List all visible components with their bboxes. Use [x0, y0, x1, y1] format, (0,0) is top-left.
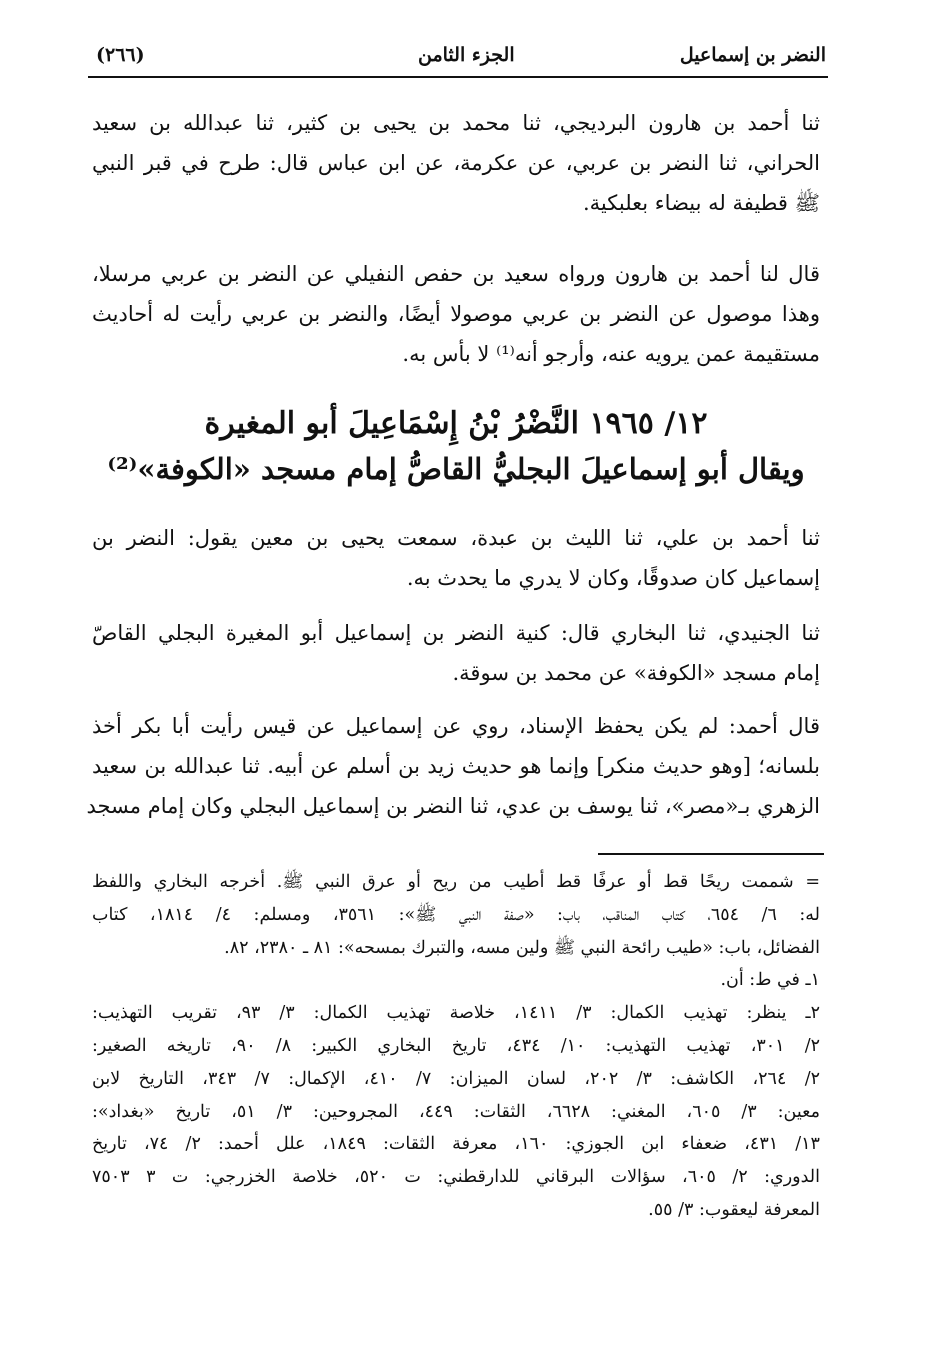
- text-line: إمام مسجد «الكوفة» عن محمد بن سوقة.: [452, 661, 820, 685]
- entry-title-line-2: ويقال أبو إسماعيلَ البجليُّ القاصُّ إمام مسجد «الكوفة»⁽²⁾: [107, 452, 805, 486]
- text-line: بلسانه؛ [وهو حديث منكر] وإنما هو حديث زيد بن أسلم عن أبيه. ثنا عبدالله بن سعيد: [92, 754, 820, 778]
- footnote-line: = شممت ريحًا قط أو عرفًا قط أطيب من ريح أو عرق النبي ﷺ. أخرجه البخاري واللفظ: [92, 872, 820, 892]
- footnote-2-line: ٢ـ ينظر: تهذيب الكمال: ٣/ ١٤١١، خلاصة تهذيب الكمال: ٣/ ٩٣، تقريب التهذيب:: [92, 1003, 820, 1024]
- footnote-line: له: ٦/ ٦٥٤، كتاب المناقب، باب: «صفة النبي ﷺ»: ٣٥٦١، ومسلم: ٤/ ١٨١٤، كتاب: [92, 904, 820, 925]
- text-line: قال أحمد: لم يكن يحفظ الإسناد، روي عن إسماعيل عن قيس رأيت أبا بكر أخذ: [92, 714, 820, 738]
- paragraph-2: [92, 254, 820, 374]
- text-line: وهذا موصول عن النضر بن عربي موصولا أيضًا، والنضر بن عربي رأيت له أحاديث: [92, 302, 820, 326]
- footnotes: [92, 866, 820, 1227]
- footnote-2-line: المعرفة ليعقوب: ٣/ ٥٥.: [648, 1199, 820, 1220]
- text-line: إسماعيل كان صدوقًا، وكان لا يدري ما يحدث به.: [406, 566, 820, 590]
- text-line: ثنا الجنيدي، ثنا البخاري قال: كنية النضر بن إسماعيل أبو المغيرة البجلي القاصّ: [92, 621, 820, 645]
- paragraph-1: [92, 103, 820, 223]
- footnote-line: الفضائل، باب: «طيب رائحة النبي ﷺ ولين مسه، والتبرك بمسحه»: ٨١ ـ ٢٣٨٠، ٨٢.: [224, 937, 820, 958]
- text-line: مستقيمة عمن يرويه عنه، وأرجو أنه⁽¹⁾ لا بأس به.: [402, 342, 820, 366]
- paragraph-4: [92, 613, 820, 693]
- text-line: ثنا أحمد بن هارون البرديجي، ثنا محمد بن يحيى بن كثير، ثنا عبدالله بن سعيد: [92, 111, 820, 135]
- footnote-2-line: ٢/ ٣٠١، تهذيب التهذيب: ١٠/ ٤٣٤، تاريخ البخاري الكبير: ٨/ ٩٠، تاريخه الصغير:: [92, 1035, 820, 1056]
- page-header: [88, 36, 828, 78]
- paragraph-5: [86, 706, 820, 826]
- paragraph-3: [92, 518, 820, 598]
- running-title: النضر بن إسماعيل: [679, 44, 826, 66]
- text-line: الزهري بـ«مصر»، ثنا يوسف بن عدي، ثنا النضر بن إسماعيل البجلي وكان إمام مسجد: [86, 794, 820, 818]
- footnote-2-line: معين: ٣/ ٦٠٥، المغني: ٦٦٢٨، الثقات: ٤٤٩، المجروحين: ٣/ ٥١، تاريخ «بغداد»:: [92, 1101, 820, 1122]
- footnote-1: ١ـ في ط: أن.: [720, 970, 820, 991]
- volume-title: الجزء الثامن: [418, 44, 515, 66]
- text-line: ثنا أحمد بن علي، ثنا الليث بن عبدة، سمعت يحيى بن معين يقول: النضر بن: [92, 526, 820, 550]
- footnote-separator: [598, 853, 824, 855]
- entry-title-line-1: ١٢/ ١٩٦٥ النَّضْرُ بْنُ إِسْمَاعِيلَ أبو المغيرة: [204, 406, 708, 441]
- page-number: (٢٦٦): [96, 44, 145, 66]
- footnote-2-line: ١٣/ ٤٣١، ضعفاء ابن الجوزي: ١٦٠، معرفة الثقات: ١٨٤٩، علل أحمد: ٢/ ٧٤، تاريخ: [92, 1134, 820, 1155]
- text-line: الحراني، ثنا النضر بن عربي، عن عكرمة، عن ابن عباس قال: طرح في قبر النبي: [92, 151, 820, 175]
- footnote-2-line: الدوري: ٢/ ٦٠٥، سؤالات البرقاني للدارقطني: ت ٥٢٠، خلاصة الخزرجي: ت ٣ ٧٥٠٣: [92, 1167, 820, 1188]
- footnote-2-line: ٢/ ٢٦٤، الكاشف: ٣/ ٢٠٢، لسان الميزان: ٧/ ٤١٠، الإكمال: ٧/ ٣٤٣، التاريخ لابن: [92, 1068, 821, 1089]
- text-line: ﷺ قطيفة له بيضاء بعلبكية.: [582, 191, 820, 215]
- text-line: قال لنا أحمد بن هارون ورواه سعيد بن حفص النفيلي عن النضر بن عربي مرسلا،: [92, 262, 820, 286]
